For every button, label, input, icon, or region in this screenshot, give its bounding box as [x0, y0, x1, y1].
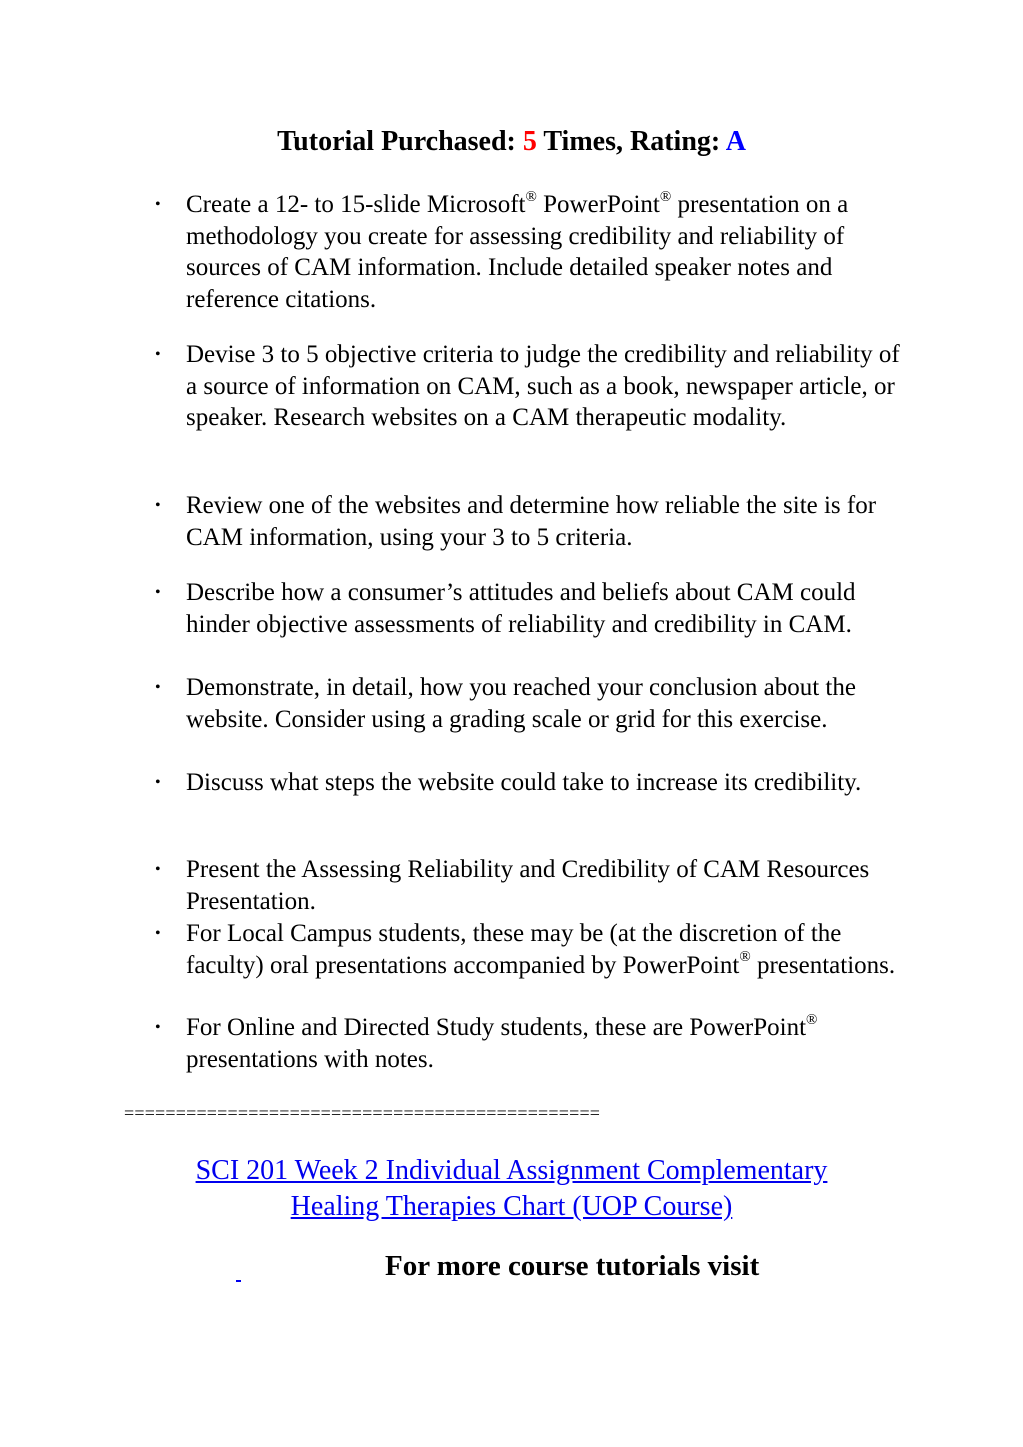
purchase-count: 5	[522, 126, 537, 157]
list-item-6	[155, 767, 906, 799]
item-text: Discuss what steps the website could take to increase its credibility.	[186, 769, 862, 796]
page-title	[0, 124, 1023, 160]
list-item-4	[155, 577, 906, 640]
more-tutorials-text: For more course tutorials visit	[385, 1250, 760, 1282]
bullet-icon: •	[155, 774, 161, 791]
list-item-1	[155, 188, 906, 315]
bullet-icon: •	[155, 497, 161, 514]
registered-mark: ®	[806, 1011, 818, 1028]
item-text: Devise 3 to 5 objective criteria to judge the credibility and reliability of a source of information on CAM, such as a book, newspaper article, or speaker. Research websites on a CAM therapeutic modality.	[186, 341, 900, 431]
list-item-3	[155, 490, 906, 553]
item-text: For Online and Directed Study students, these are PowerPoint	[186, 1014, 807, 1041]
bullet-icon: •	[155, 925, 161, 942]
registered-mark: ®	[525, 188, 537, 205]
item-text: PowerPoint	[536, 191, 660, 218]
item-text: presentations with notes.	[186, 1045, 434, 1073]
registered-mark: ®	[659, 188, 672, 205]
list-item-9	[155, 1011, 906, 1075]
item-text: Create a 12- to 15-slide Microsoft	[186, 191, 526, 218]
item-text: presentation on a methodology you create for assessing credibility and reliability of sources of CAM information. Include detailed speaker notes and reference citations.	[186, 191, 849, 313]
course-link[interactable]	[0, 1153, 1023, 1225]
title-prefix: Tutorial Purchased:	[277, 126, 516, 157]
item-text: Describe how a consumer’s attitudes and beliefs about CAM could hinder objective assessments of reliability and credibility in CAM.	[186, 579, 856, 638]
list-item-5	[155, 672, 906, 735]
title-middle: Times, Rating:	[543, 126, 721, 157]
course-link-line-2[interactable]: Healing Therapies Chart (UOP Course)	[290, 1191, 733, 1222]
item-text: presentations.	[750, 951, 896, 979]
bullet-icon: •	[155, 196, 161, 213]
section-divider: ==============================================	[124, 1103, 601, 1123]
blank-link[interactable]	[236, 1262, 248, 1284]
bullet-icon: •	[155, 584, 161, 601]
course-link-line-1[interactable]: SCI 201 Week 2 Individual Assignment Complementary	[195, 1155, 828, 1186]
bullet-icon: •	[155, 346, 161, 363]
list-item-8	[155, 918, 906, 981]
list-item-7	[155, 854, 906, 917]
bullet-icon: •	[155, 679, 161, 696]
item-text: Present the Assessing Reliability and Credibility of CAM Resources Presentation.	[186, 856, 870, 915]
item-text: Review one of the websites and determine how reliable the site is for CAM information, using your 3 to 5 criteria.	[186, 492, 877, 551]
item-text: Demonstrate, in detail, how you reached your conclusion about the website. Consider using a grading scale or grid for this exercise.	[186, 674, 856, 733]
bullet-icon: •	[155, 1019, 161, 1036]
registered-mark: ®	[739, 949, 751, 966]
bullet-icon: •	[155, 861, 161, 878]
item-text: For Local Campus students, these may be (at the discretion of the faculty) oral presentations accompanied by PowerPoint	[186, 920, 842, 979]
rating-value: A	[725, 126, 746, 157]
list-item-2	[155, 339, 906, 434]
